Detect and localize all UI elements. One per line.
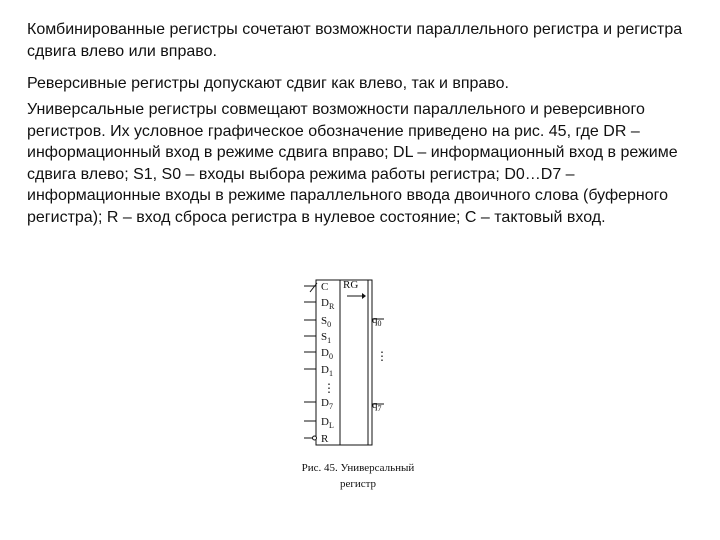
register-diagram (290, 272, 420, 457)
output-label-q0: $q_0$ (372, 314, 382, 328)
register-diagram-svg (290, 272, 420, 452)
paragraph-reversible-registers: Реверсивные регистры допускают сдвиг как влево, так и вправо. (27, 75, 509, 92)
register-block-label: RG (343, 279, 359, 291)
input-ellipsis: ⋮ (323, 381, 335, 395)
input-label-d0: $D_0$ (321, 347, 333, 361)
paragraph-universal-registers: Универсальные регистры совмещают возможности параллельного и реверсивного регистров. Их условное графическое обозначение приведено на рис. 45, где DR – информационный вход в режиме сдвига вправо; DL – информационный вход в режиме сдвига влево; S1, S0 – входы выбора режима работы регистра; D0…D7 – информационные входы в режиме параллельного ввода двоичного слова (буферного регистра); R – вход сброса регистра в нулевое состояние; C – тактовый вход. (27, 101, 678, 226)
input-label-r: R (321, 433, 329, 445)
input-label-dr: $D_R$ (321, 297, 335, 311)
input-label-c: C (321, 281, 329, 293)
figure-caption (278, 460, 438, 492)
input-label-s0: $S_0$ (321, 315, 332, 329)
output-label-q7: $q_7$ (372, 399, 382, 413)
input-label-d1: $D_1$ (321, 364, 333, 378)
input-label-s1: $S_1$ (321, 331, 332, 345)
input-label-d7: $D_7$ (321, 397, 333, 411)
figure-caption-line-1: Рис. 45. Универсальный (301, 462, 415, 474)
output-ellipsis: ⋮ (376, 349, 388, 363)
input-label-dl: $D_L$ (321, 416, 334, 430)
reset-inversion-circle (313, 436, 317, 440)
paragraph-combined-registers: Комбинированные регистры сочетают возможности параллельного регистра и регистра сдвига влево или вправо. (27, 21, 683, 60)
shift-arrow-head (362, 293, 366, 299)
figure-caption-line-2: регистр (339, 478, 377, 490)
